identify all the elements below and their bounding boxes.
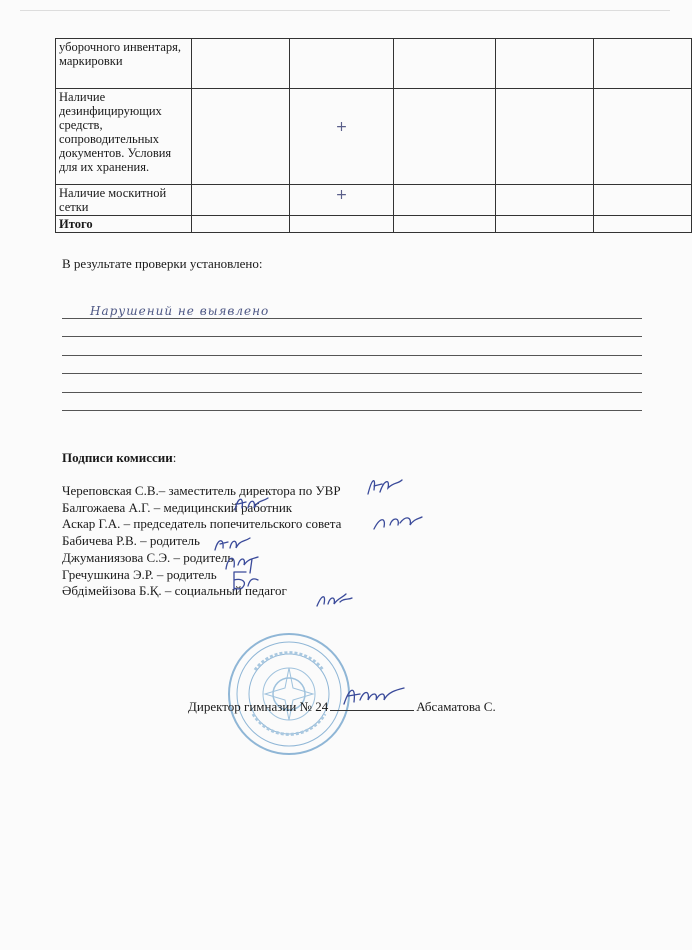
result-line: [62, 300, 642, 319]
table-row: [56, 89, 692, 185]
page-edge-line: [20, 10, 670, 11]
table-row: [56, 39, 692, 89]
commission-title: Подписи комиссии:: [62, 450, 177, 465]
inspection-table: [55, 38, 692, 233]
result-lines: [62, 300, 642, 411]
commission-member: Аскар Г.А. – председатель попечительского совета: [62, 516, 342, 532]
commission-members: [62, 483, 341, 600]
result-line: [62, 393, 642, 412]
commission-member: Гречушкина Э.Р. – родитель: [62, 566, 217, 582]
signature: [232, 492, 272, 516]
commission-member: Әбдімейізова Б.Қ. – социальный педагог: [62, 583, 287, 599]
result-label: В результате проверки установлено:: [62, 256, 263, 271]
check-mark: +: [335, 119, 348, 135]
official-stamp: [225, 630, 353, 758]
director-name: Абсаматова С.: [416, 699, 496, 714]
total-label: Итого: [56, 216, 192, 233]
commission-member: Череповская С.В.– заместитель директора по УВР: [62, 483, 341, 498]
result-line: [62, 356, 642, 375]
row-label: Наличие москитной сетки: [56, 185, 192, 216]
row-label: Наличие дезинфицирующих средств, сопроводительных документов. Условия для их хранения.: [56, 89, 192, 185]
table-row-total: [56, 216, 692, 233]
signature: [370, 509, 424, 535]
signature: [364, 472, 404, 500]
director-title: Директор гимназии № 24: [188, 699, 329, 714]
commission-member: Джуманиязова С.Э. – родитель: [62, 549, 234, 565]
signature: [314, 588, 354, 612]
director-signature: [340, 680, 408, 710]
check-mark: +: [335, 187, 348, 203]
result-line: [62, 374, 642, 393]
handwritten-result: Нарушений не выявлено: [90, 303, 270, 318]
signature-blank: [330, 710, 414, 711]
result-line: [62, 337, 642, 356]
commission-member: Бабичева Р.В. – родитель: [62, 533, 200, 549]
result-line: [62, 319, 642, 338]
table-row: [56, 185, 692, 216]
row-label: уборочного инвентаря, маркировки: [56, 39, 192, 89]
commission-member: Балгожаева А.Г. – медицинский работник: [62, 499, 293, 515]
signature: [228, 568, 260, 594]
